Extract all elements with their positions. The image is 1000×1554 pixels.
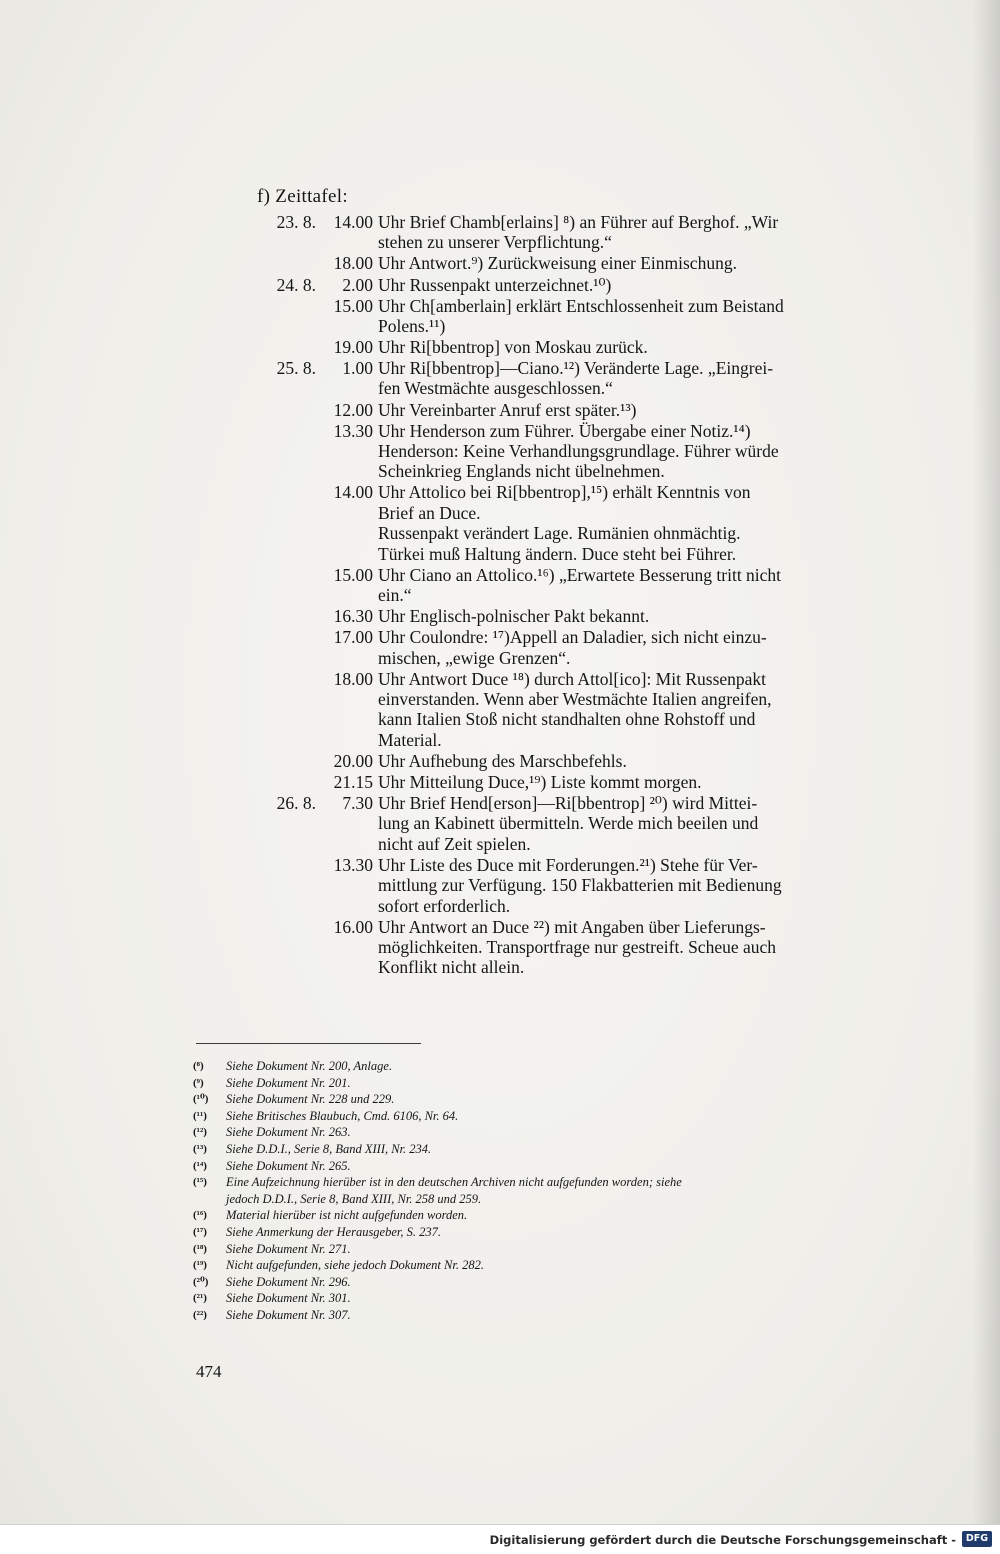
footnote-text: Siehe Britisches Blaubuch, Cmd. 6106, Nr. 64. (226, 1108, 459, 1123)
entry-text-line: Uhr Antwort an Duce ²²) mit Angaben über Lieferungs- (378, 916, 766, 937)
entry-time: 13.30 (333, 420, 373, 441)
footnote-text: Siehe Dokument Nr. 296. (226, 1274, 351, 1289)
entry-text-line: Uhr Aufhebung des Marschbefehls. (378, 750, 627, 771)
entry-time: 16.30 (333, 606, 373, 627)
entry-text (378, 669, 865, 751)
footnote (193, 1274, 893, 1291)
footnote-number: (¹⁶) (193, 1209, 207, 1222)
entry-text-line: Uhr Antwort Duce ¹⁸) durch Attol[ico]: Mit Russenpakt (378, 668, 767, 689)
entry-text (378, 358, 865, 399)
entry-text-line: Polens.¹¹) (378, 315, 446, 336)
entry-time: 21.15 (333, 771, 373, 792)
entry-time: 1.00 (342, 358, 373, 379)
footnote-number: (⁸) (193, 1060, 204, 1072)
footnote-number: (¹⁵) (193, 1176, 207, 1189)
footnote (193, 1058, 893, 1075)
entry-text-line: möglichkeiten. Transportfrage nur gestreift. Scheue auch (378, 937, 777, 958)
entry-text-line: nicht auf Zeit spielen. (378, 833, 531, 854)
footnote-text: Siehe Dokument Nr. 307. (226, 1307, 351, 1322)
entry-text-line: stehen zu unserer Verpflichtung.“ (378, 232, 612, 253)
footnote-divider (196, 1043, 421, 1044)
funding-banner (0, 1524, 1000, 1554)
footnote (193, 1207, 893, 1224)
entry-text-line: Uhr Russenpakt unterzeichnet.¹⁰) (378, 274, 612, 295)
footnote (193, 1174, 893, 1191)
entry-text-line: Brief an Duce. (378, 502, 481, 523)
footnote-number: (²⁰) (193, 1275, 209, 1288)
entry-text-line: Uhr Antwort.⁹) Zurückweisung einer Einmischung. (378, 253, 737, 274)
footnote-number: (¹²) (193, 1126, 207, 1139)
entry-text-line: Uhr Attolico bei Ri[bbentrop],¹⁵) erhält Kenntnis von (378, 482, 751, 503)
entry-time: 2.00 (342, 274, 373, 295)
footnote-text: Siehe Dokument Nr. 201. (226, 1075, 351, 1090)
footnote-number: (²¹) (193, 1292, 207, 1305)
entry-time: 7.30 (342, 792, 373, 813)
entry-time: 14.00 (333, 212, 373, 232)
footnote-text: Material hierüber ist nicht aufgefunden worden. (226, 1208, 468, 1223)
footnote (193, 1141, 893, 1158)
entry-text-line: einverstanden. Wenn aber Westmächte Italien angreifen, (378, 689, 772, 709)
footnote (193, 1108, 893, 1125)
entry-text-line: Uhr Henderson zum Führer. Übergabe einer Notiz.¹⁴) (378, 420, 751, 441)
entry-time: 18.00 (333, 253, 373, 274)
entry-time: 15.00 (333, 295, 373, 316)
page-edge-shadow (972, 0, 1000, 1525)
footnote-number: (¹⁸) (193, 1242, 207, 1255)
entry-text-line: sofort erforderlich. (378, 895, 511, 916)
entry-time: 14.00 (333, 482, 373, 503)
footnote-number: (²²) (193, 1308, 207, 1321)
footnote-number: (¹⁹) (193, 1259, 207, 1272)
entry-text-line: Uhr Vereinbarter Anruf erst später.¹³) (378, 399, 637, 420)
entry-date: 24. 8. (276, 274, 316, 295)
entry-text (378, 772, 865, 792)
entry-text (378, 400, 865, 420)
footnote-text: Siehe Anmerkung der Herausgeber, S. 237. (226, 1224, 442, 1239)
entry-text-line: lung an Kabinett übermitteln. Werde mich beeilen und (378, 813, 759, 834)
footnote-text: Siehe Dokument Nr. 265. (226, 1158, 351, 1173)
entry-text-line: Uhr Ciano an Attolico.¹⁶) „Erwartete Besserung tritt nicht (378, 564, 782, 585)
entry-time: 17.00 (333, 627, 373, 648)
entry-text-line: Uhr Ri[bbentrop]—Ciano.¹²) Veränderte Lage. „Eingrei- (378, 358, 774, 379)
footnote (193, 1257, 893, 1274)
footnote-number: (⁹) (193, 1076, 204, 1089)
footnote-continuation: jedoch D.D.I., Serie 8, Band XIII, Nr. 258 und 259. (226, 1191, 482, 1206)
footnote-text: Siehe Dokument Nr. 200, Anlage. (226, 1059, 393, 1073)
footnote-number: (¹¹) (193, 1109, 207, 1122)
entry-text (378, 793, 865, 854)
entry-text-line: Uhr Ri[bbentrop] von Moskau zurück. (378, 337, 648, 357)
entry-time: 19.00 (333, 337, 373, 357)
entry-date: 25. 8. (276, 358, 316, 379)
entry-time: 13.30 (333, 854, 373, 875)
entry-time: 12.00 (333, 399, 373, 420)
entry-text-line: kann Italien Stoß nicht standhalten ohne Rohstoff und (378, 709, 756, 730)
entry-text (378, 421, 865, 482)
footnote-number: (¹⁰) (193, 1093, 209, 1106)
footnote (193, 1290, 893, 1307)
section-title: f) Zeittafel: (257, 186, 348, 207)
entry-text-line: Russenpakt verändert Lage. Rumänien ohnmächtig. (378, 523, 741, 544)
entry-text-line: Uhr Englisch-polnischer Pakt bekannt. (378, 606, 650, 627)
footnotes (193, 1058, 893, 1324)
entry-text (378, 855, 865, 916)
entry-text-line: mischen, „ewige Grenzen“. (378, 647, 571, 668)
entry-date: 23. 8. (276, 212, 316, 232)
entry-text (378, 565, 865, 606)
footnote-text: Siehe D.D.I., Serie 8, Band XIII, Nr. 234. (226, 1141, 432, 1156)
page-number: 474 (196, 1362, 222, 1381)
footnote (193, 1158, 893, 1175)
entry-text (378, 253, 865, 273)
entry-text (378, 627, 865, 668)
footnote-text: Siehe Dokument Nr. 228 und 229. (226, 1092, 395, 1107)
entry-text-line: Uhr Mitteilung Duce,¹⁹) Liste kommt morgen. (378, 771, 702, 792)
footnote-number: (¹⁷) (193, 1225, 207, 1238)
entry-text-line: Henderson: Keine Verhandlungsgrundlage. Führer würde (378, 440, 779, 461)
footnote-number: (¹³) (193, 1142, 207, 1155)
footnote-text: Siehe Dokument Nr. 301. (226, 1291, 351, 1306)
footnote-text: Siehe Dokument Nr. 271. (226, 1241, 351, 1256)
entry-text (378, 337, 865, 357)
dfg-logo-icon: DFG (962, 1531, 992, 1547)
entry-time: 18.00 (333, 668, 373, 689)
entry-time: 16.00 (333, 916, 373, 937)
entry-time: 20.00 (333, 750, 373, 771)
entry-text-line: Uhr Brief Chamb[erlains] ⁸) an Führer auf Berghof. „Wir (378, 212, 779, 232)
entry-text-line: Türkei muß Haltung ändern. Duce steht bei Führer. (378, 543, 737, 564)
footnote-text: Nicht aufgefunden, siehe jedoch Dokument Nr. 282. (226, 1258, 484, 1273)
entry-text-line: Uhr Liste des Duce mit Forderungen.²¹) Stehe für Ver- (378, 854, 758, 875)
footnote (193, 1241, 893, 1258)
entry-text-line: ein.“ (378, 585, 412, 606)
footnote (193, 1091, 893, 1108)
entry-text-line: Uhr Coulondre: ¹⁷)Appell an Daladier, sich nicht einzu- (378, 627, 767, 648)
entry-text (378, 212, 865, 253)
entry-text (378, 751, 865, 771)
entry-text (378, 275, 865, 295)
entry-text-line: Konflikt nicht allein. (378, 957, 525, 978)
entry-text-line: Uhr Brief Hend[erson]—Ri[bbentrop] ²⁰) wird Mittei- (378, 792, 758, 813)
entry-text-line: mittlung zur Verfügung. 150 Flakbatterien mit Bedienung (378, 875, 782, 896)
entry-time: 15.00 (333, 564, 373, 585)
entry-text-line: fen Westmächte ausgeschlossen.“ (378, 378, 613, 399)
footnote (193, 1124, 893, 1141)
footnote (193, 1224, 893, 1241)
footnote (193, 1307, 893, 1324)
entry-date: 26. 8. (276, 792, 316, 813)
entry-text (378, 296, 865, 337)
entry-text-line: Uhr Ch[amberlain] erklärt Entschlossenheit zum Beistand (378, 295, 784, 316)
footnote-number: (¹⁴) (193, 1159, 207, 1172)
entry-text (378, 917, 865, 978)
entry-text (378, 482, 865, 564)
footnote (193, 1075, 893, 1092)
entry-text-line: Scheinkrieg Englands nicht übelnehmen. (378, 461, 665, 482)
entry-text-line: Material. (378, 729, 442, 750)
footnote-text: Siehe Dokument Nr. 263. (226, 1125, 351, 1140)
funding-banner-text: Digitalisierung gefördert durch die Deutsche Forschungsgemeinschaft - (489, 1533, 956, 1547)
entry-text (378, 606, 865, 626)
footnote-text: Eine Aufzeichnung hierüber ist in den deutschen Archiven nicht aufgefunden worden; siehe (226, 1175, 682, 1190)
